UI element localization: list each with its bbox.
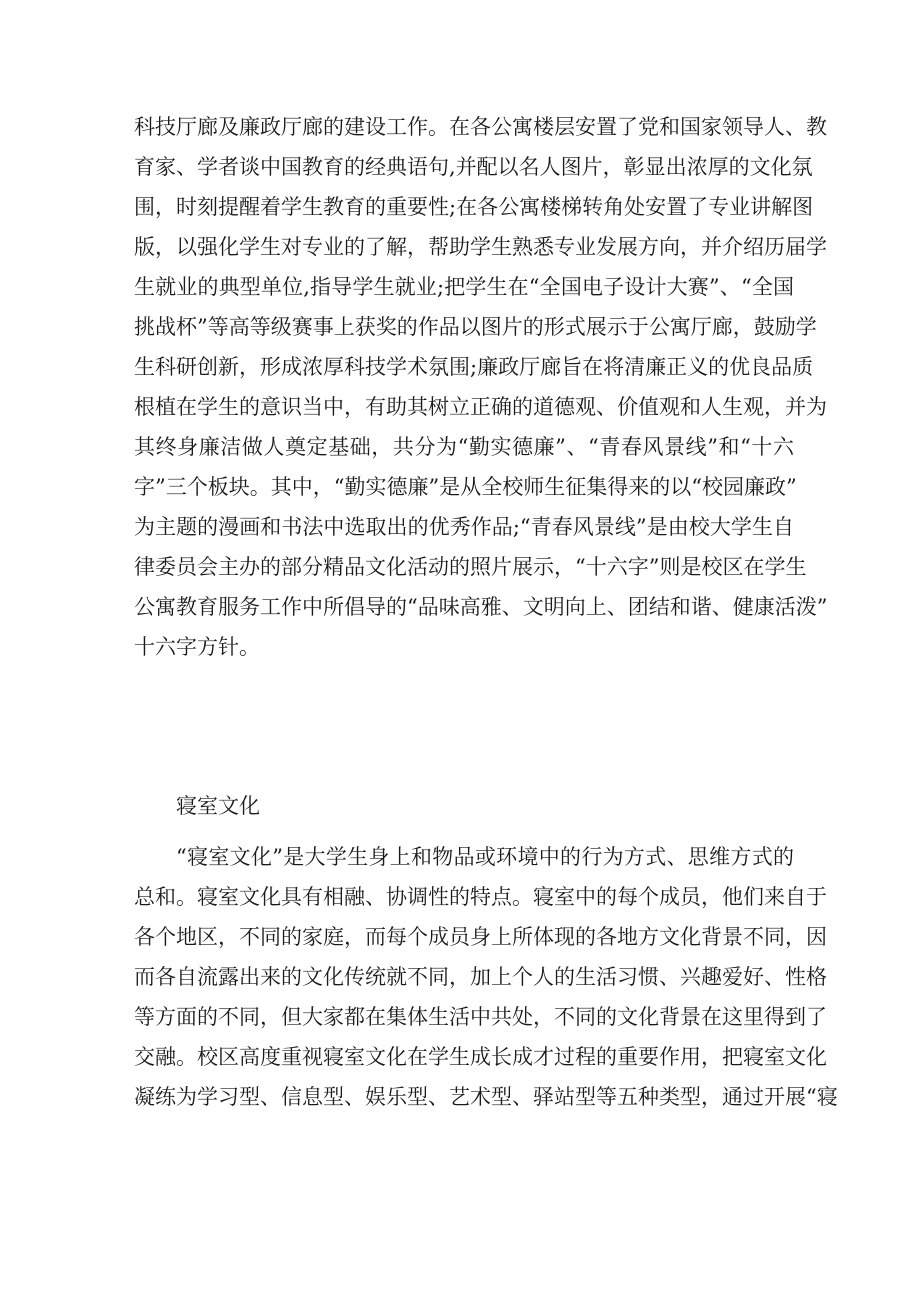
text-line: 交融。校区高度重视寝室文化在学生成长成才过程的重要作用，把寝室文化 xyxy=(134,1045,827,1069)
text-line: 根植在学生的意识当中，有助其树立正确的道德观、价值观和人生观，并为 xyxy=(134,395,827,419)
text-line: 其终身廉洁做人奠定基础，共分为“勤实德廉”、“青春风景线”和“十六 xyxy=(134,435,794,459)
text-line: 等方面的不同，但大家都在集体生活中共处，不同的文化背景在这里得到了 xyxy=(134,1005,827,1029)
text-line: 生科研创新，形成浓厚科技学术氛围;廉政厅廊旨在将清廉正义的优良品质 xyxy=(134,355,814,379)
text-line: “寝室文化”是大学生身上和物品或环境中的行为方式、思维方式的 xyxy=(176,845,794,869)
text-line: 总和。寝室文化具有相融、协调性的特点。寝室中的每个成员，他们来自于 xyxy=(134,885,827,909)
text-line: 凝练为学习型、信息型、娱乐型、艺术型、驿站型等五种类型，通过开展“寝 xyxy=(134,1085,838,1109)
text-line: 律委员会主办的部分精品文化活动的照片展示，“十六字”则是校区在学生 xyxy=(134,555,807,579)
text-line: 为主题的漫画和书法中选取出的优秀作品;“青春风景线”是由校大学生自 xyxy=(134,515,794,539)
text-line: 版，以强化学生对专业的了解，帮助学生熟悉专业发展方向，并介绍历届学 xyxy=(134,235,827,259)
text-line: 围，时刻提醒着学生教育的重要性;在各公寓楼梯转角处安置了专业讲解图 xyxy=(134,195,814,219)
text-line: 生就业的典型单位,指导学生就业;把学生在“全国电子设计大赛”、“全国 xyxy=(134,275,794,299)
text-line: 挑战杯”等高等级赛事上获奖的作品以图片的形式展示于公寓厅廊，鼓励学 xyxy=(134,315,817,339)
text-line: 各个地区，不同的家庭，而每个成员身上所体现的各地方文化背景不同，因 xyxy=(134,925,827,949)
paragraph-dormitory-corridors xyxy=(134,107,828,667)
paragraph-dormitory-culture xyxy=(134,837,838,1117)
text-line: 而各自流露出来的文化传统就不同，加上个人的生活习惯、兴趣爱好、性格 xyxy=(134,965,827,989)
section-heading-text: 寝室文化 xyxy=(176,794,260,818)
text-line: 十六字方针。 xyxy=(134,635,260,659)
text-line: 字”三个板块。其中，“勤实德廉”是从全校师生征集得来的以“校园廉政” xyxy=(134,475,797,499)
text-line: 公寓教育服务工作中所倡导的“品味高雅、文明向上、团结和谐、健康活泼” xyxy=(134,595,828,619)
text-line: 育家、学者谈中国教育的经典语句,并配以名人图片，彰显出浓厚的文化氛 xyxy=(134,155,813,179)
section-heading xyxy=(176,786,476,826)
text-line: 科技厅廊及廉政厅廊的建设工作。在各公寓楼层安置了党和国家领导人、教 xyxy=(134,115,827,139)
